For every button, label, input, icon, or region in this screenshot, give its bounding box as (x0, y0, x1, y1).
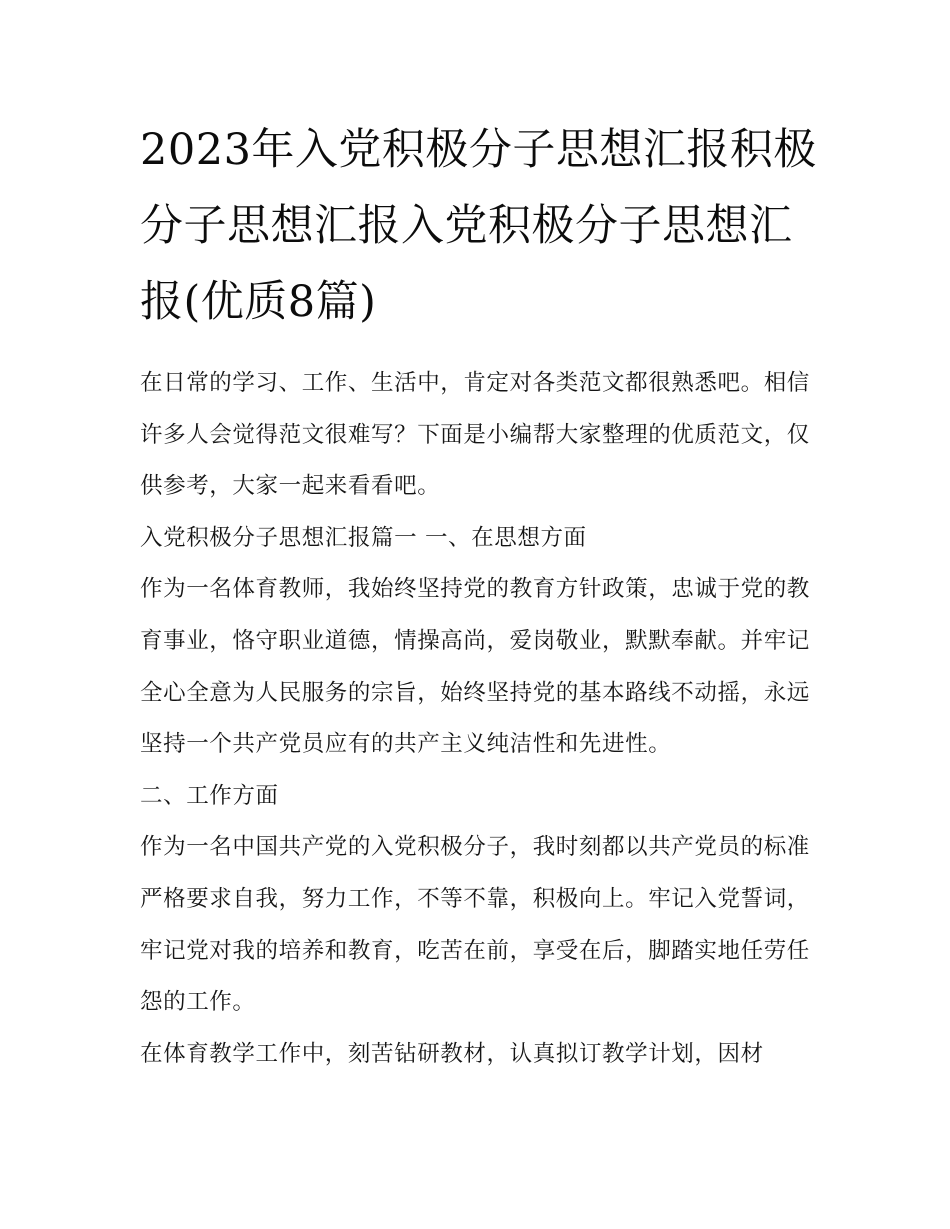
thought-paragraph: 作为一名体育教师，我始终坚持党的教育方针政策，忠诚于党的教育事业，恪守职业道德，情操高尚，爱岗敬业，默默奉献。并牢记全心全意为人民服务的宗旨，始终坚持党的基本路线不动摇，永远坚持一个共产党员应有的共产主义纯洁性和先进性。 (140, 576, 810, 758)
intro-paragraph: 在日常的学习、工作、生活中，肯定对各类范文都很熟悉吧。相信许多人会觉得范文很难写？下面是小编帮大家整理的优质范文，仅供参考，大家一起来看看吧。 (140, 370, 810, 500)
document-title: 2023年入党积极分子思想汇报积极分子思想汇报入党积极分子思想汇报(优质8篇) (140, 125, 817, 327)
section-heading-work: 二、工作方面 (140, 782, 279, 809)
teaching-paragraph: 在体育教学工作中，刻苦钻研教材，认真拟订教学计划，因材 (140, 1040, 764, 1067)
document-page (140, 112, 820, 1080)
work-paragraph: 作为一名中国共产党的入党积极分子，我时刻都以共产党员的标准严格要求自我，努力工作，不等不靠，积极向上。牢记入党誓词，牢记党对我的培养和教育，吃苦在前，享受在后，脚踏实地任劳任怨的工作。 (140, 834, 810, 1016)
section-heading-thought: 入党积极分子思想汇报篇一 一、在思想方面 (140, 524, 587, 551)
